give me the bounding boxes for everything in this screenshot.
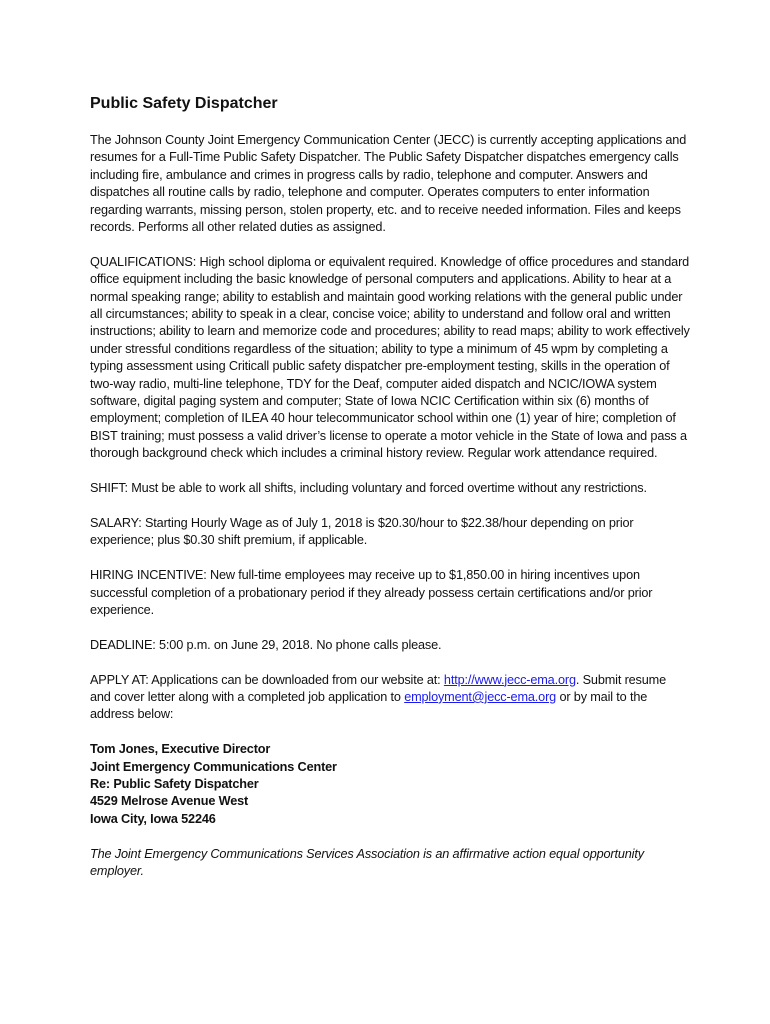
page-title: Public Safety Dispatcher [90, 95, 278, 112]
website-link[interactable]: http://www.jecc-ema.org [443, 672, 576, 687]
qualifications-paragraph: QUALIFICATIONS: High school diploma or equivalent required. Knowledge of office procedures and standard office equipment including the basic knowledge of personal computers and applications. Ability to hear at a normal speaking range; ability to establish and maintain good working relations with the general public under all circumstances; ability to speak in a clear, concise voice; ability to understand and follow oral and written instructions; ability to learn and memorize code and procedures; ability to read maps; ability to work effectively under stressful conditions regardless of the situation; ability to type a minimum of 45 wpm by completing a typing assessment using Criticall public safety dispatcher pre-employment testing, skills in the operation of two-way radio, multi-line telephone, TDY for the Deaf, computer aided dispatch and NCIC/IOWA system software, digital paging system and computer; State of Iowa NCIC Certification within six (6) months of employment; completion of ILEA 40 hour telecommunicator school within one (1) year of hire; completion of BIST training; must possess a valid driver’s license to operate a motor vehicle in the State of Iowa and pass a thorough background check which includes a criminal history review. Regular work attendance required. [90, 254, 690, 461]
apply-text-before-website: APPLY AT: Applications can be downloaded from our website at: [90, 672, 444, 687]
address-line-street: 4529 Melrose Avenue West [90, 794, 249, 809]
document-page [90, 93, 690, 880]
apply-text-after-email: or by mail to the address below: [90, 689, 648, 722]
shift-paragraph: SHIFT: Must be able to work all shifts, including voluntary and forced overtime without any restrictions. [90, 481, 647, 496]
address-line-reference: Re: Public Safety Dispatcher [90, 776, 259, 791]
apply-paragraph [90, 672, 690, 724]
address-line-organization: Joint Emergency Communications Center [90, 759, 337, 774]
hiring-incentive-paragraph: HIRING INCENTIVE: New full-time employees may receive up to $1,850.00 in hiring incentives upon successful completion of a probationary period if they already possess certain certifications and/or prior experience. [90, 568, 653, 617]
deadline-paragraph: DEADLINE: 5:00 p.m. on June 29, 2018. No phone calls please. [90, 637, 442, 652]
intro-paragraph: The Johnson County Joint Emergency Communication Center (JECC) is currently accepting applications and resumes for a Full-Time Public Safety Dispatcher. The Public Safety Dispatcher dispatches emergency calls including fire, ambulance and crimes in progress calls by radio, telephone and computer. Answers and dispatches all routine calls by radio, telephone and computer. Operates computers to enter information regarding warrants, missing person, stolen property, etc. and to receive needed information. Files and keeps records. Performs all other related duties as assigned. [90, 133, 687, 235]
apply-text-before-email: . Submit resume and cover letter along with a completed job application to [90, 672, 666, 704]
address-line-city: Iowa City, Iowa 52246 [90, 811, 216, 826]
mailing-address [90, 741, 690, 828]
salary-paragraph: SALARY: Starting Hourly Wage as of July 1, 2018 is $20.30/hour to $22.38/hour depending on prior experience; plus $0.30 shift premium, if applicable. [90, 515, 634, 548]
email-link[interactable]: employment@jecc-ema.org [404, 689, 557, 704]
address-line-name: Tom Jones, Executive Director [90, 742, 271, 757]
equal-opportunity-statement: The Joint Emergency Communications Services Association is an affirmative action equal opportunity employer. [90, 846, 644, 878]
